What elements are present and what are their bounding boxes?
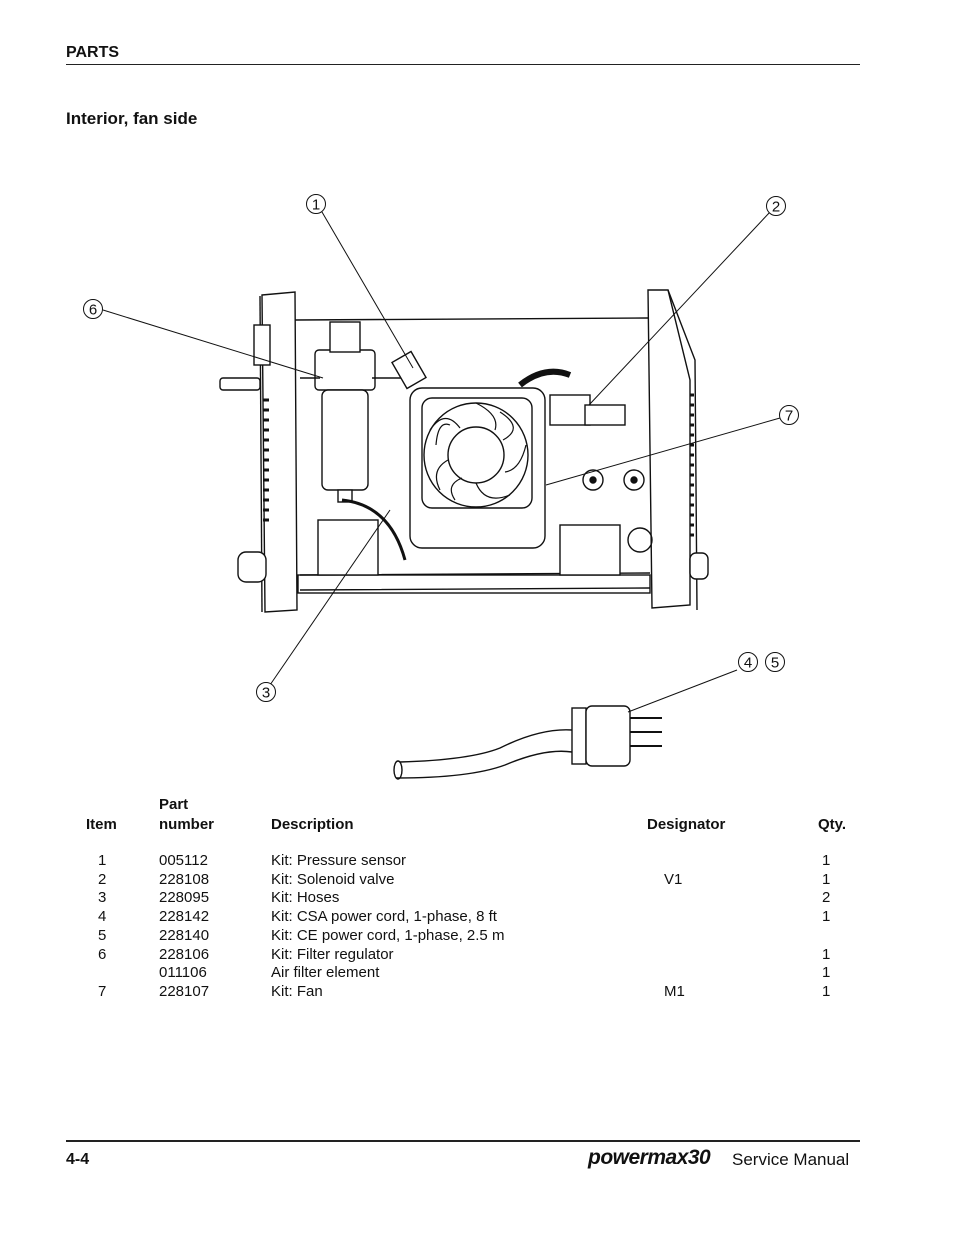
cell-item: 1 xyxy=(98,852,107,869)
cell-part: 005112 xyxy=(159,852,208,869)
cell-designator: V1 xyxy=(664,870,683,888)
chassis-drawing xyxy=(220,290,708,612)
callout-7 xyxy=(780,406,799,425)
cell-qty: 1 xyxy=(822,852,831,869)
cell-part: 228108 xyxy=(159,870,210,888)
table-row xyxy=(66,983,860,1002)
header-description: Description xyxy=(271,816,354,833)
cell-designator: M1 xyxy=(664,982,685,1000)
callout-3-label: 3 xyxy=(261,684,271,702)
cell-qty: 1 xyxy=(822,945,831,963)
table-row xyxy=(66,871,860,890)
callout-5-label: 5 xyxy=(770,654,780,672)
table-row xyxy=(66,946,860,965)
table-row xyxy=(66,964,860,983)
cell-description: Kit: Pressure sensor xyxy=(271,852,407,869)
callout-4-label: 4 xyxy=(743,654,753,672)
footer-rule xyxy=(66,1140,860,1142)
cell-part: 228140 xyxy=(159,926,210,944)
cell-description: Kit: Solenoid valve xyxy=(271,870,395,888)
cell-qty: 1 xyxy=(822,908,831,926)
cell-item: 5 xyxy=(98,926,107,944)
table-row xyxy=(66,908,860,927)
cell-item: 3 xyxy=(98,889,107,907)
cell-qty: 1 xyxy=(822,982,831,1000)
callout-5 xyxy=(766,653,785,672)
cell-part: 228142 xyxy=(159,908,210,926)
cell-description: Kit: Filter regulator xyxy=(271,945,394,963)
cell-part: 011106 xyxy=(159,964,207,982)
callout-1 xyxy=(307,195,326,214)
cell-item: 7 xyxy=(98,982,107,1000)
cell-part: 228107 xyxy=(159,982,210,1000)
table-row xyxy=(66,852,860,871)
cell-description: Air filter element xyxy=(271,964,380,982)
cell-qty: 1 xyxy=(822,870,831,888)
header-part-line1: Part xyxy=(159,796,189,813)
cell-description: Kit: CE power cord, 1-phase, 2.5 m xyxy=(271,926,505,944)
callout-1-label: 1 xyxy=(311,196,321,214)
table-row xyxy=(66,889,860,908)
header-item: Item xyxy=(86,816,117,833)
cell-qty: 2 xyxy=(822,889,831,907)
power-cord-drawing xyxy=(394,706,662,779)
header-designator: Designator xyxy=(647,816,726,833)
callout-3 xyxy=(257,683,276,702)
cell-description: Kit: Hoses xyxy=(271,889,340,907)
cell-item: 6 xyxy=(98,945,107,963)
section-title: PARTS xyxy=(66,44,120,61)
manual-title: Service Manual xyxy=(732,1150,850,1169)
callout-2 xyxy=(767,197,786,216)
brand-logo: powermax30 xyxy=(588,1146,711,1169)
callout-6 xyxy=(84,300,103,319)
cell-item: 2 xyxy=(98,870,107,888)
cell-qty: 1 xyxy=(822,964,831,982)
cell-item: 4 xyxy=(98,908,107,926)
figure-title: Interior, fan side xyxy=(66,109,198,128)
table-row xyxy=(66,927,860,946)
cell-description: Kit: Fan xyxy=(271,982,323,1000)
page-number: 4-4 xyxy=(66,1151,90,1168)
callout-7-label: 7 xyxy=(784,407,794,425)
cell-part: 228106 xyxy=(159,945,210,963)
header-part-line2: number xyxy=(159,816,215,833)
callout-6-label: 6 xyxy=(88,301,98,319)
cell-description: Kit: CSA power cord, 1-phase, 8 ft xyxy=(271,908,497,926)
header-qty: Qty. xyxy=(818,816,847,833)
callout-4 xyxy=(739,653,758,672)
cell-part: 228095 xyxy=(159,889,210,907)
callout-2-label: 2 xyxy=(771,198,781,216)
